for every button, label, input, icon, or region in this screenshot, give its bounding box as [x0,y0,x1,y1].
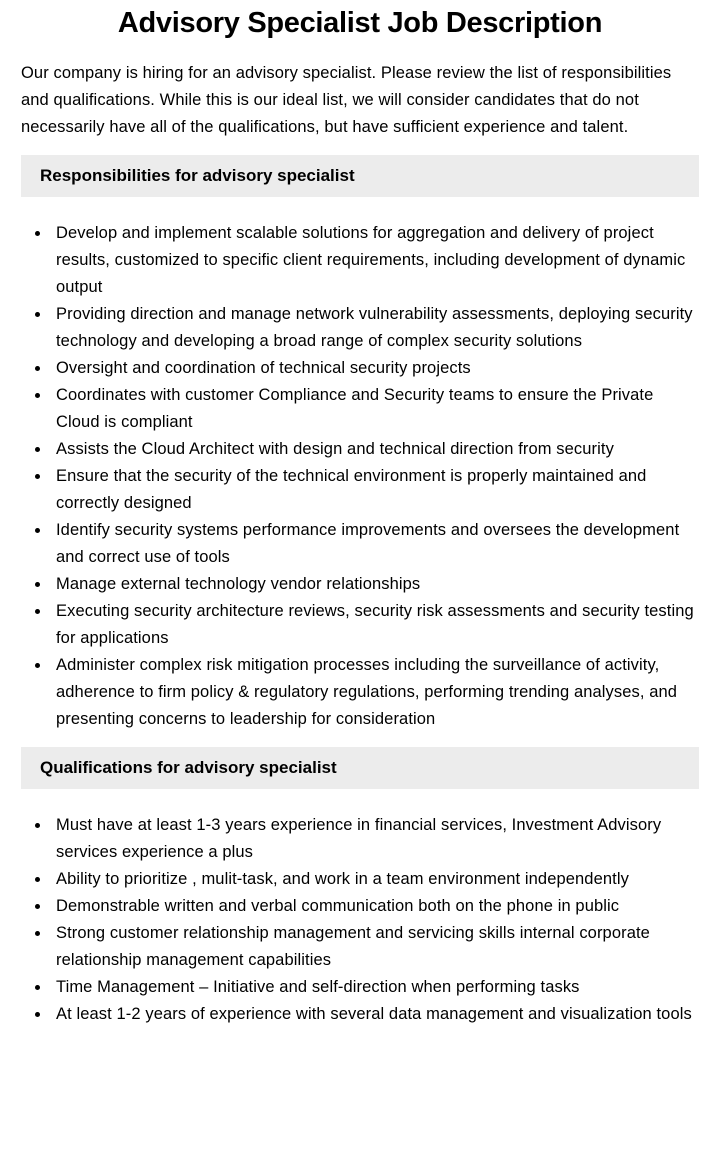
qualifications-list [21,812,699,1028]
section-header-qualifications [21,747,699,789]
list-item: • Providing direction and manage network vulnerability assessments, deploying security technology and developing a broad range of complex security solutions [51,301,699,355]
list-item: • Demonstrable written and verbal communication both on the phone in public [51,893,699,920]
list-item: • Coordinates with customer Compliance and Security teams to ensure the Private Cloud is compliant [51,382,699,436]
list-item: • Manage external technology vendor relationships [51,571,699,598]
list-item: • Assists the Cloud Architect with design and technical direction from security [51,436,699,463]
intro-paragraph: Our company is hiring for an advisory specialist. Please review the list of responsibilities and qualifications. While this is our ideal list, we will consider candidates that do not necessarily have all of the qualifications, but have sufficient experience and talent. [21,64,672,136]
section-header-label: Responsibilities for advisory specialist [40,166,355,185]
page-title: Advisory Specialist Job Description [117,7,603,39]
job-description-document [0,5,720,1028]
list-item: • At least 1-2 years of experience with several data management and visualization tools [51,1001,699,1028]
list-item: • Executing security architecture reviews, security risk assessments and security testing for applications [51,598,699,652]
list-item: • Strong customer relationship management and servicing skills internal corporate relationship management capabilities [51,920,699,974]
responsibilities-list [21,220,699,733]
section-header-label: Qualifications for advisory specialist [40,758,337,777]
list-item: • Must have at least 1-3 years experience in financial services, Investment Advisory services experience a plus [51,812,699,866]
list-item: • Oversight and coordination of technical security projects [51,355,699,382]
list-item: • Identify security systems performance improvements and oversees the development and correct use of tools [51,517,699,571]
list-item: • Administer complex risk mitigation processes including the surveillance of activity, adherence to firm policy & regulatory regulations, performing trending analyses, and presenting concerns to leadership for consideration [51,652,699,733]
list-item: • Ability to prioritize , mulit-task, and work in a team environment independently [51,866,699,893]
list-item: • Time Management – Initiative and self-direction when performing tasks [51,974,699,1001]
section-header-responsibilities [21,155,699,197]
list-item: • Ensure that the security of the technical environment is properly maintained and correctly designed [51,463,699,517]
list-item: • Develop and implement scalable solutions for aggregation and delivery of project results, customized to specific client requirements, including development of dynamic output [51,220,699,301]
